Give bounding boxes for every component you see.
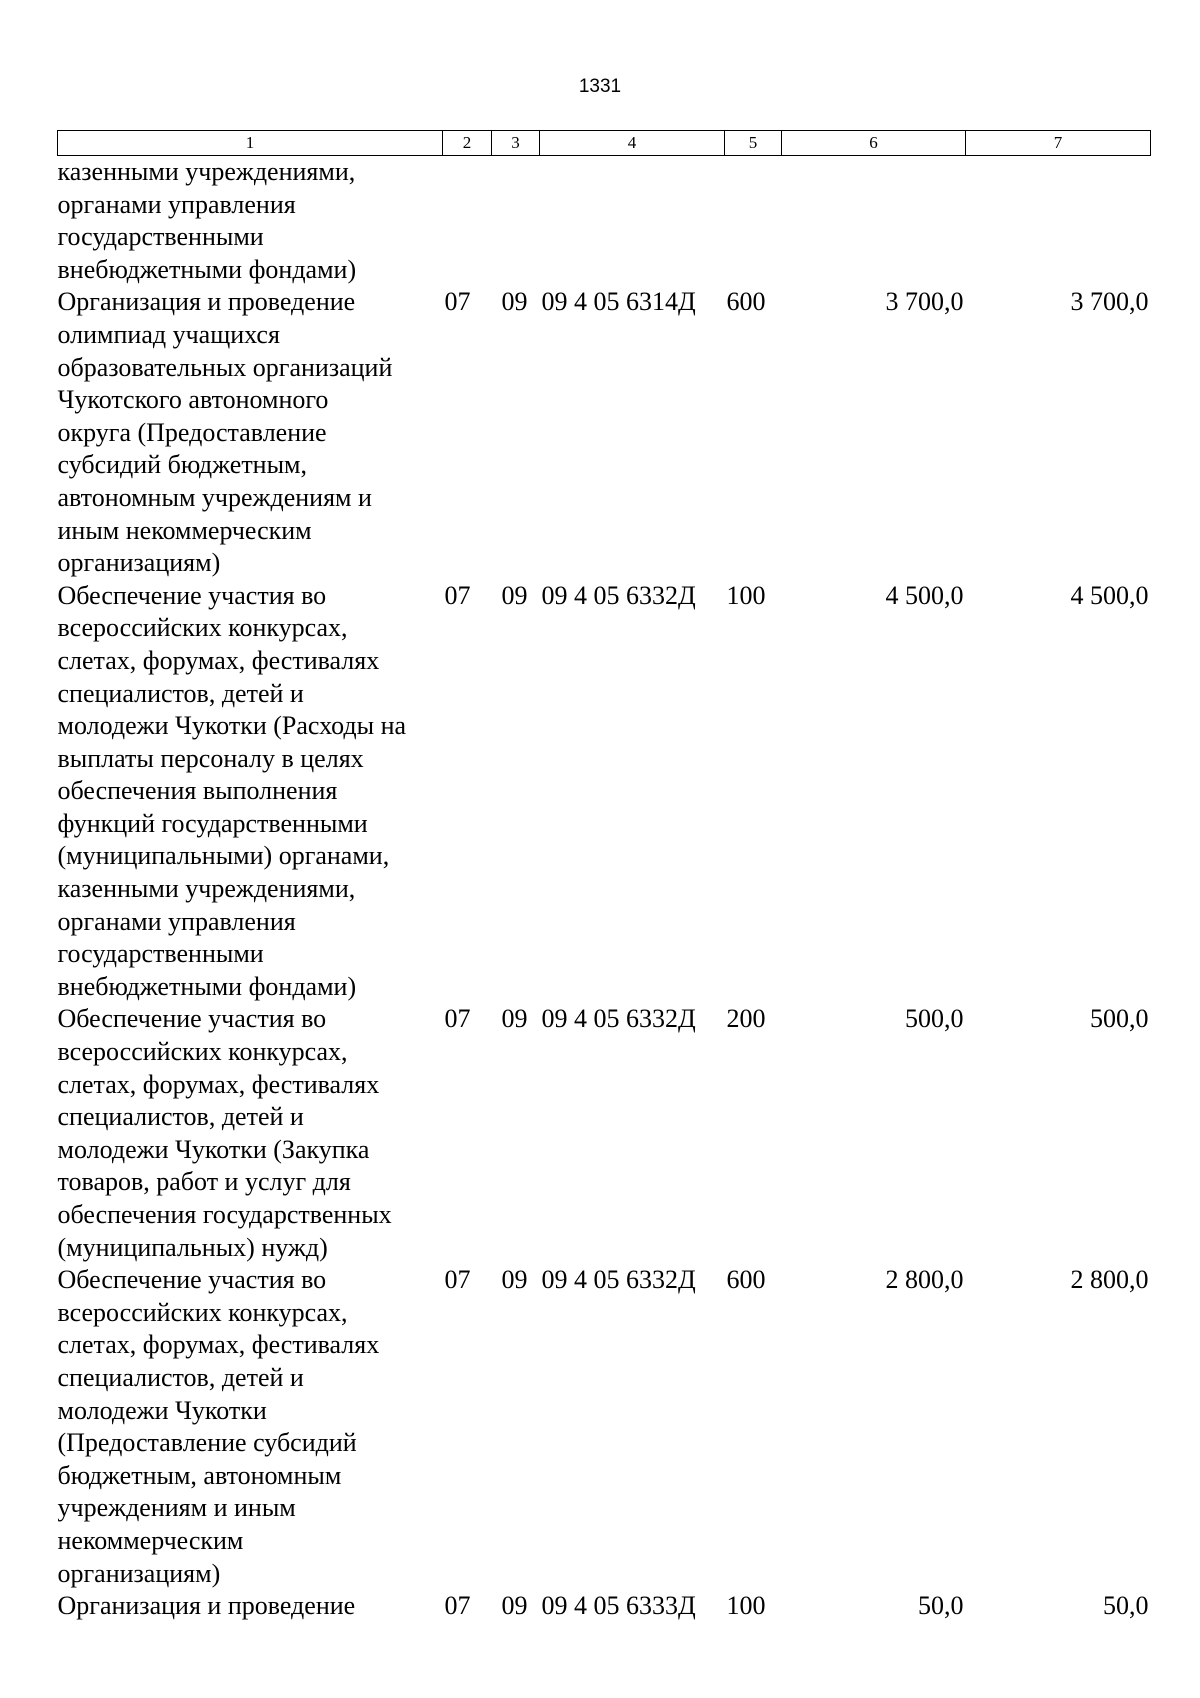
description-line: учреждениям и иным	[57, 1493, 296, 1523]
target-article-code: 09 4 05 6333Д	[541, 1591, 696, 1621]
description-line: округа (Предоставление	[57, 417, 327, 447]
description-line: организациям)	[57, 548, 221, 578]
header-col-6: 6	[782, 131, 966, 156]
description-line: всероссийских конкурсах,	[57, 1037, 348, 1067]
empty-cell	[540, 156, 725, 287]
description-line: молодежи Чукотки (Закупка	[57, 1134, 370, 1164]
description-line: выплаты персоналу в целях	[57, 743, 364, 773]
header-col-3: 3	[492, 131, 540, 156]
table-row	[58, 286, 1151, 579]
description-line: некоммерческим	[57, 1525, 244, 1555]
subsection-code: 09	[501, 287, 528, 317]
table-row	[58, 1590, 1151, 1623]
section-code: 07	[444, 1265, 471, 1295]
description-line: органами управления	[57, 189, 296, 219]
header-col-7: 7	[966, 131, 1151, 156]
budget-table	[57, 130, 1151, 1623]
amount-col-7: 500,0	[1090, 1004, 1149, 1034]
description-line: казенными учреждениями,	[57, 157, 356, 186]
description-line: (муниципальными) органами,	[57, 841, 390, 871]
table-row-continuation	[58, 156, 1151, 287]
table-body	[58, 156, 1151, 1623]
subsection-code: 09	[501, 1591, 528, 1621]
description-line: иным некоммерческим	[57, 515, 312, 545]
description-line: функций государственными	[57, 808, 368, 838]
description-line: Организация и проведение	[57, 287, 356, 317]
target-article-code: 09 4 05 6332Д	[541, 1004, 696, 1034]
description-line: молодежи Чукотки (Расходы на	[57, 711, 407, 741]
table-row	[58, 1003, 1151, 1264]
description-line: образовательных организаций	[57, 352, 393, 382]
empty-cell	[443, 156, 492, 287]
description-line: (муниципальных) нужд)	[57, 1232, 328, 1262]
empty-cell	[725, 156, 782, 287]
amount-col-7: 2 800,0	[1070, 1265, 1149, 1295]
empty-cell	[966, 156, 1151, 287]
description-line: Обеспечение участия во	[57, 580, 327, 610]
expense-type-code: 100	[726, 580, 766, 610]
description-line: органами управления	[57, 906, 296, 936]
description-line: слетах, форумах, фестивалях	[57, 1069, 380, 1099]
description-line: специалистов, детей и	[57, 1362, 304, 1392]
description-line: казенными учреждениями,	[57, 874, 356, 904]
description-line: специалистов, детей и	[57, 678, 304, 708]
description-line: обеспечения выполнения	[57, 776, 338, 806]
subsection-code: 09	[501, 1265, 528, 1295]
table-row	[58, 1264, 1151, 1590]
table-row	[58, 580, 1151, 1004]
section-code: 07	[444, 287, 471, 317]
description-line: бюджетным, автономным	[57, 1460, 342, 1490]
section-code: 07	[444, 1591, 471, 1621]
amount-col-7: 4 500,0	[1070, 580, 1149, 610]
header-col-4: 4	[540, 131, 725, 156]
expense-type-code: 100	[726, 1591, 766, 1621]
subsection-code: 09	[501, 1004, 528, 1034]
section-code: 07	[444, 580, 471, 610]
row-description	[58, 1264, 443, 1590]
description-line: обеспечения государственных	[57, 1200, 392, 1229]
row-description	[58, 580, 443, 1004]
amount-col-7: 50,0	[1103, 1591, 1149, 1621]
page-number: 1331	[578, 76, 622, 97]
description-line: внебюджетными фондами)	[57, 254, 357, 284]
description-line: слетах, форумах, фестивалях	[57, 645, 380, 675]
description-line: молодежи Чукотки	[57, 1395, 267, 1425]
amount-col-6: 500,0	[905, 1004, 964, 1034]
section-code: 07	[444, 1004, 471, 1034]
description-line: всероссийских конкурсах,	[57, 613, 348, 643]
description-line: слетах, форумах, фестивалях	[57, 1330, 380, 1360]
empty-cell	[492, 156, 540, 287]
amount-col-7: 3 700,0	[1070, 287, 1149, 317]
description-line: организациям)	[57, 1558, 221, 1588]
target-article-code: 09 4 05 6332Д	[541, 580, 696, 610]
header-col-2: 2	[443, 131, 492, 156]
target-article-code: 09 4 05 6314Д	[541, 287, 696, 317]
subsection-code: 09	[501, 580, 528, 610]
description-line: субсидий бюджетным,	[57, 450, 308, 480]
description-line: Обеспечение участия во	[57, 1004, 327, 1034]
empty-cell	[782, 156, 966, 287]
description-line: олимпиад учащихся	[57, 319, 280, 349]
table-header	[58, 131, 1151, 156]
description-line: государственными	[57, 222, 264, 252]
row-description	[58, 156, 443, 287]
description-line: внебюджетными фондами)	[57, 971, 357, 1001]
amount-col-6: 3 700,0	[885, 287, 964, 317]
row-description	[58, 1003, 443, 1264]
amount-col-6: 4 500,0	[885, 580, 964, 610]
header-col-5: 5	[725, 131, 782, 156]
expense-type-code: 200	[726, 1004, 766, 1034]
description-line: Чукотского автономного	[57, 385, 329, 415]
expense-type-code: 600	[726, 287, 766, 317]
row-description	[58, 1590, 443, 1623]
description-line: (Предоставление субсидий	[57, 1428, 357, 1458]
expense-type-code: 600	[726, 1265, 766, 1295]
amount-col-6: 50,0	[918, 1591, 964, 1621]
header-col-1: 1	[58, 131, 443, 156]
target-article-code: 09 4 05 6332Д	[541, 1265, 696, 1295]
description-line: автономным учреждениям и	[57, 482, 372, 512]
description-line: Организация и проведение	[57, 1591, 356, 1621]
description-line: Обеспечение участия во	[57, 1265, 327, 1295]
description-line: государственными	[57, 939, 264, 969]
description-line: товаров, работ и услуг для	[57, 1167, 351, 1197]
description-line: специалистов, детей и	[57, 1102, 304, 1132]
row-description	[58, 286, 443, 579]
amount-col-6: 2 800,0	[885, 1265, 964, 1295]
description-line: всероссийских конкурсах,	[57, 1297, 348, 1327]
